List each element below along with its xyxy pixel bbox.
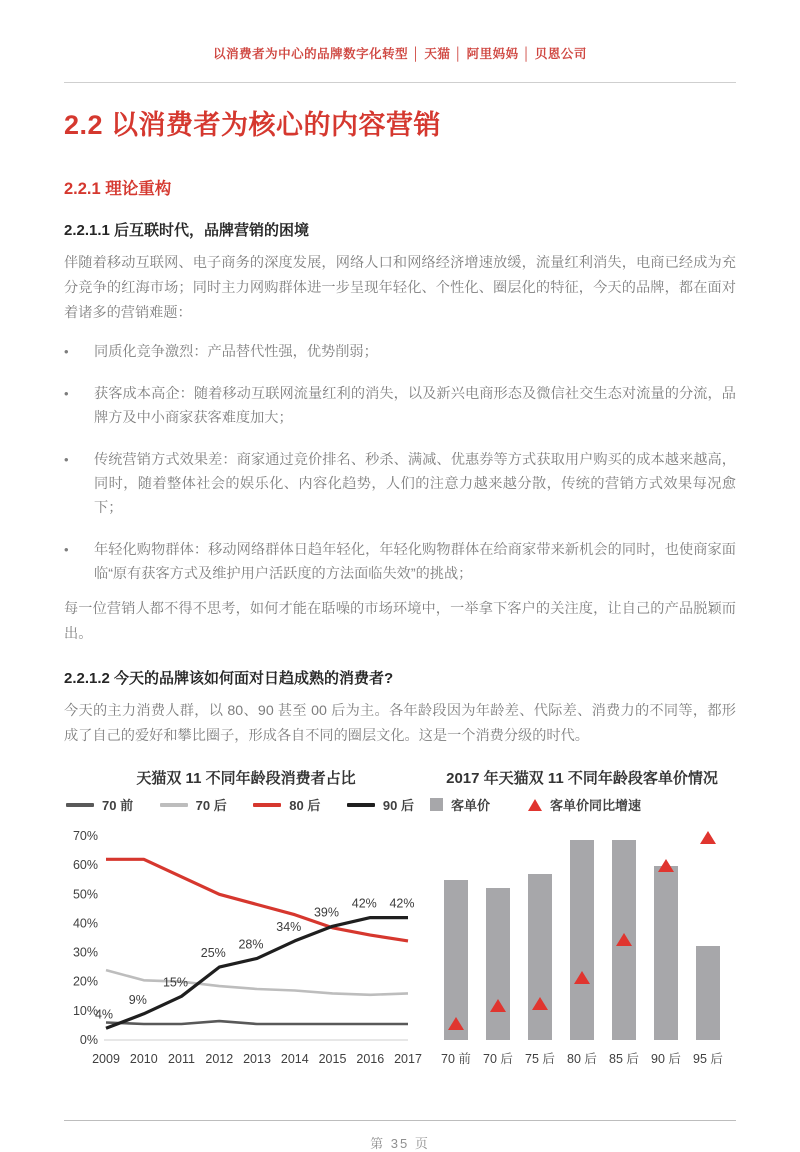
legend-item [160, 795, 227, 814]
list-item-text: 获客成本高企：随着移动互联网流量红利的消失，以及新兴电商形态及微信社交生态对流量的分流，品牌方及中小商家获客难度加大； [94, 385, 736, 426]
line-chart [64, 767, 428, 1070]
footer-divider [64, 1120, 736, 1121]
svg-text:70%: 70% [72, 828, 98, 843]
svg-text:85 后: 85 后 [609, 1051, 639, 1066]
svg-text:39%: 39% [313, 905, 340, 920]
svg-text:70 前: 70 前 [441, 1051, 471, 1066]
svg-text:4%: 4% [94, 1007, 114, 1022]
svg-text:2009: 2009 [92, 1051, 120, 1066]
list-item [64, 538, 736, 586]
legend-item [528, 795, 641, 814]
svg-text:2016: 2016 [356, 1051, 385, 1066]
svg-text:2013: 2013 [243, 1051, 271, 1066]
challenge-list [64, 340, 736, 586]
legend-label: 90 后 [382, 798, 414, 814]
list-item-text: 年轻化购物群体：移动网络群体日趋年轻化，年轻化购物群体在给商家带来新机会的同时，也使商家面临“原有获客方式及维护用户活跃度的方法面临失效”的挑战； [94, 541, 736, 582]
bullet-dot-icon: • [64, 343, 69, 359]
line-swatch-icon [160, 803, 188, 807]
legend-label: 客单价 [451, 798, 491, 814]
bar-chart-title: 2017 年天猫双 11 不同年龄段客单价情况 [446, 769, 718, 787]
svg-text:2012: 2012 [205, 1051, 234, 1066]
bar-chart [428, 767, 736, 1070]
list-item [64, 340, 736, 364]
doc-header-title: 以消费者为中心的品牌数字化转型 │ 天猫 │ 阿里妈妈 │ 贝恩公司 [213, 47, 587, 61]
legend-label: 80 后 [289, 798, 321, 814]
svg-text:42%: 42% [389, 896, 415, 911]
svg-text:42%: 42% [351, 896, 377, 911]
page-number: 第 35 页 [370, 1135, 430, 1151]
line-swatch-icon [253, 803, 281, 807]
svg-text:10%: 10% [72, 1003, 98, 1018]
bullet-dot-icon: • [64, 385, 69, 401]
legend-item [66, 795, 133, 814]
legend-label: 70 后 [195, 798, 227, 814]
line-chart-plot [64, 818, 420, 1070]
svg-text:50%: 50% [72, 887, 98, 902]
legend-label: 客单价同比增速 [550, 798, 642, 814]
svg-text:95 后: 95 后 [693, 1051, 723, 1066]
list-item-text: 同质化竞争激烈：产品替代性强，优势削弱； [94, 343, 378, 360]
bar-chart-legend [428, 796, 736, 814]
topic-title-1: 2.2.1.1 后互联时代，品牌营销的困境 [64, 221, 310, 239]
triangle-marker-icon [528, 799, 542, 811]
header-divider [64, 82, 736, 83]
bullet-dot-icon: • [64, 451, 69, 467]
svg-text:9%: 9% [128, 992, 147, 1007]
svg-text:40%: 40% [72, 916, 98, 931]
svg-text:80 后: 80 后 [567, 1051, 597, 1066]
svg-text:60%: 60% [72, 857, 98, 872]
bar-swatch-icon [430, 798, 443, 811]
section-title: 2.2 以消费者为核心的内容营销 [64, 110, 442, 140]
svg-text:2017: 2017 [394, 1051, 422, 1066]
bar-chart-plot [428, 818, 736, 1070]
legend-item [430, 795, 490, 814]
line-chart-legend [64, 796, 428, 814]
list-item-text: 传统营销方式效果差：商家通过竞价排名、秒杀、满减、优惠券等方式获取用户购买的成本越来越高，同时，随着整体社会的娱乐化、内容化趋势，人们的注意力越来越分散，传统的营销方式效果每况愈下； [94, 451, 736, 516]
paragraph-consumers: 今天的主力消费人群，以 80、90 甚至 00 后为主。各年龄段因为年龄差、代际差、消费力的不同等，都形成了自己的爱好和攀比圈子，形成各自不同的圈层文化。这是一个消费分级的时代。 [64, 702, 736, 744]
paragraph-conclusion: 每一位营销人都不得不思考，如何才能在聒噪的市场环境中，一举拿下客户的关注度，让自己的产品脱颖而出。 [64, 600, 736, 642]
svg-text:30%: 30% [72, 945, 98, 960]
svg-text:70 后: 70 后 [483, 1051, 513, 1066]
svg-text:20%: 20% [72, 974, 98, 989]
svg-text:0%: 0% [79, 1032, 98, 1047]
svg-text:90 后: 90 后 [651, 1051, 681, 1066]
svg-text:2011: 2011 [168, 1051, 195, 1066]
svg-text:25%: 25% [200, 945, 226, 960]
bullet-dot-icon: • [64, 541, 69, 557]
svg-text:15%: 15% [162, 975, 189, 990]
svg-text:2010: 2010 [129, 1051, 158, 1066]
line-swatch-icon [347, 803, 375, 807]
svg-text:75 后: 75 后 [525, 1051, 555, 1066]
paragraph-intro: 伴随着移动互联网、电子商务的深度发展，网络人口和网络经济增速放缓，流量红利消失，电商已经成为充分竞争的红海市场；同时主力网购群体进一步呈现年轻化、个性化、圈层化的特征，今天的品牌，都在面对着诸多的营销难题： [64, 254, 736, 321]
svg-text:34%: 34% [276, 919, 302, 934]
topic-title-2: 2.2.1.2 今天的品牌该如何面对日趋成熟的消费者? [64, 669, 394, 687]
svg-text:2015: 2015 [318, 1051, 347, 1066]
list-item [64, 448, 736, 520]
line-swatch-icon [66, 803, 94, 807]
charts-row [64, 767, 736, 1070]
list-item [64, 382, 736, 430]
legend-item [347, 795, 414, 814]
subsection-title: 2.2.1 理论重构 [64, 179, 172, 198]
legend-item [253, 795, 320, 814]
svg-text:2014: 2014 [280, 1051, 309, 1066]
svg-text:28%: 28% [238, 937, 264, 952]
legend-label: 70 前 [102, 798, 134, 814]
line-chart-title: 天猫双 11 不同年龄段消费者占比 [136, 769, 356, 787]
